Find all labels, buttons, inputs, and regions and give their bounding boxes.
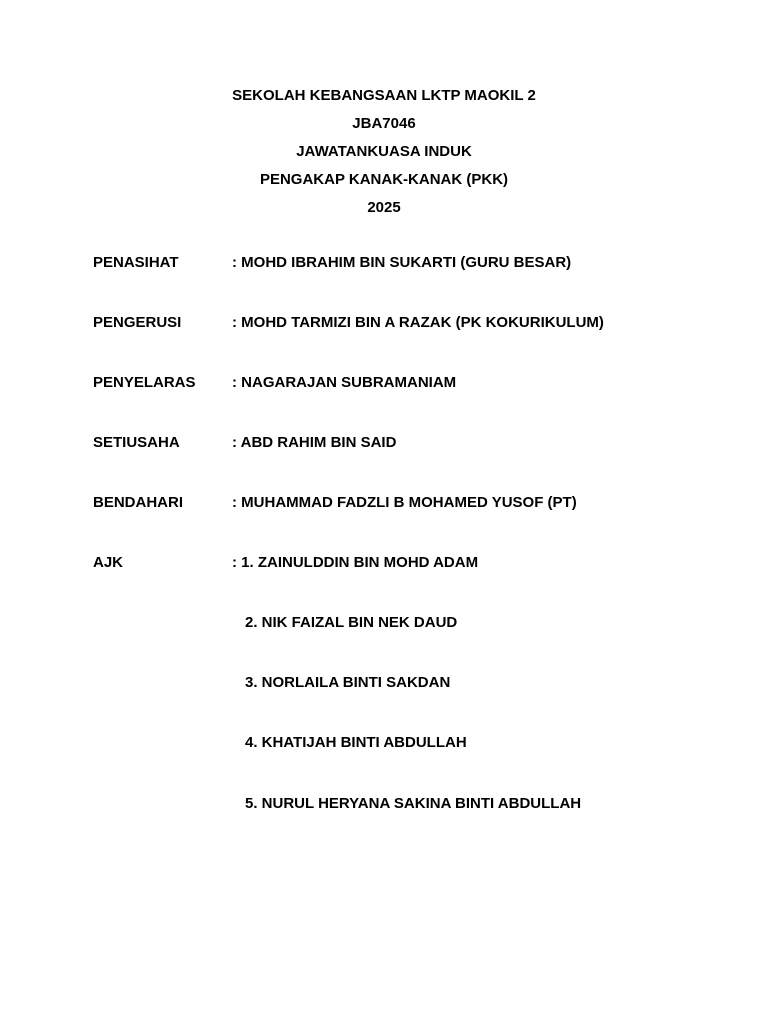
ajk-member-1: : 1. ZAINULDDIN BIN MOHD ADAM <box>232 554 479 571</box>
school-name: SEKOLAH KEBANGSAAN LKTP MAOKIL 2 <box>232 87 536 104</box>
role-label-penyelaras: PENYELARAS <box>93 374 196 391</box>
ajk-member-4: 4. KHATIJAH BINTI ABDULLAH <box>245 734 467 751</box>
role-value-penyelaras: : NAGARAJAN SUBRAMANIAM <box>232 374 457 391</box>
role-label-pengerusi: PENGERUSI <box>93 314 182 331</box>
role-label-bendahari: BENDAHARI <box>93 494 183 511</box>
ajk-member-5: 5. NURUL HERYANA SAKINA BINTI ABDULLAH <box>245 795 582 812</box>
role-label-ajk: AJK <box>93 554 124 571</box>
year: 2025 <box>367 199 401 216</box>
role-label-penasihat: PENASIHAT <box>93 254 179 271</box>
role-value-setiusaha: : ABD RAHIM BIN SAID <box>232 434 397 451</box>
role-value-pengerusi: : MOHD TARMIZI BIN A RAZAK (PK KOKURIKULUM) <box>232 314 604 331</box>
unit-title: PENGAKAP KANAK-KANAK (PKK) <box>259 171 509 188</box>
role-value-bendahari: : MUHAMMAD FADZLI B MOHAMED YUSOF (PT) <box>232 494 577 511</box>
committee-title: JAWATANKUASA INDUK <box>296 143 472 160</box>
role-label-setiusaha: SETIUSAHA <box>93 434 180 451</box>
ajk-member-3: 3. NORLAILA BINTI SAKDAN <box>245 674 451 691</box>
ajk-member-2: 2. NIK FAIZAL BIN NEK DAUD <box>245 614 458 631</box>
school-code: JBA7046 <box>352 115 416 132</box>
role-value-penasihat: : MOHD IBRAHIM BIN SUKARTI (GURU BESAR) <box>232 254 572 271</box>
